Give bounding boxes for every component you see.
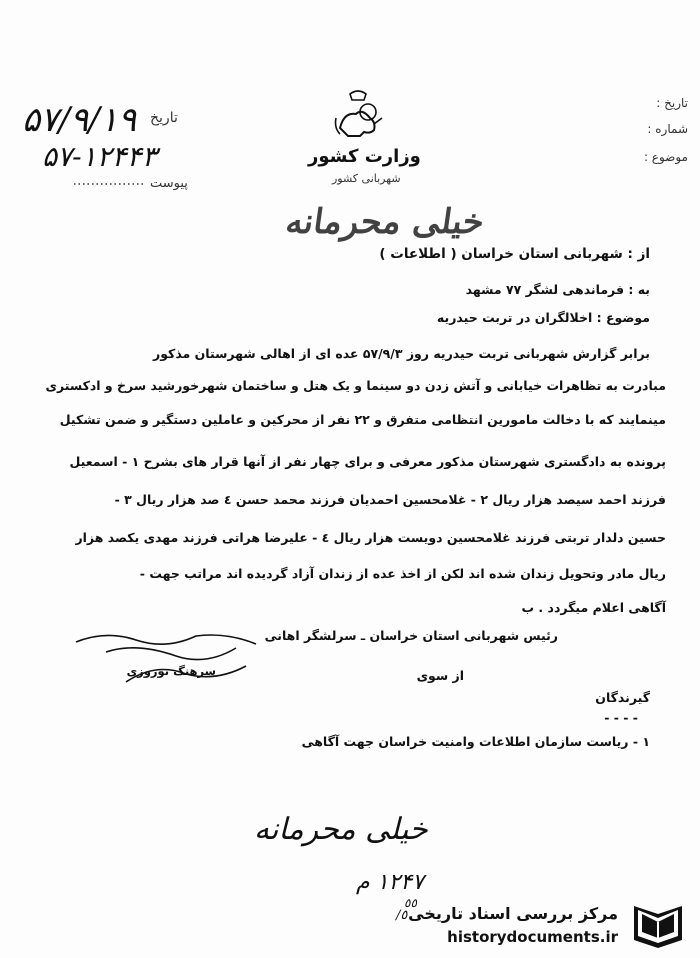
attachment-label: پیوست [150,176,188,191]
municipality-title: شهربانی کشور [332,172,401,185]
book-logo-icon [628,896,688,952]
attachment-dotted-line [74,182,146,186]
body-line: حسین دلدار تربتی فرزند غلامحسین دویست هزار ریال ٤ - علیرضا هراتی فرزند مهدی یکصد هزار [75,530,666,545]
signature-title: رئیس شهربانی استان خراسان ـ سرلشگر اهانی [264,628,558,643]
date-label: تاریخ : [656,96,688,110]
body-line: مینمایند که با دخالت مامورین انتظامی متفرق و ۲۲ نفر از محرکین و عاملین دستگیر و ضمن تشکیل [59,412,666,427]
subject-line: موضوع : اخلالگران در تربت حیدریه [436,310,650,325]
to-line: به : فرماندهی لشگر ۷۷ مشهد [465,282,650,297]
signature-on-behalf: از سوی [416,668,464,683]
recipient-item: ۱ - ریاست سازمان اطلاعات وامنیت خراسان جهت آگاهی [301,734,650,749]
body-line: مبادرت به تظاهرات خیابانی و آتش زدن دو سینما و یک هتل و ساختمان شهرخورشید سرخ و ادکستری [45,378,666,393]
body-line: فرزند احمد سیصد هزار ریال ۲ - غلامحسین احمدیان فرزند محمد حسن ٤ صد هزار ریال ۳ - [114,492,666,507]
bottom-fraction-top: ٥٥ [404,896,417,910]
body-line: ریال مادر وتحویل زندان شده اند لکن از اخذ عده از زندان آزاد گردیده اند مراتب جهت - [139,566,666,581]
classification-stamp-top: خیلی محرمانه [283,202,487,242]
logo-url: historydocuments.ir [447,928,618,946]
body-line: پرونده به دادگستری شهرستان مذکور معرفی و برای چهار نفر از آنها قرار های بشرح ۱ - اسمعیل [69,454,666,469]
number-handwritten: ۵۷-۱۲۴۴۳ [42,140,157,173]
date-label-left: تاریخ [150,110,178,126]
recipients-marks: - - - - [604,710,638,725]
date-handwritten: ۵۷/۹/۱۹ [22,100,137,140]
signature-signer: سرهنگ نوروزی [126,664,216,678]
handwritten-signature [66,622,266,692]
ministry-title: وزارت کشور [308,146,421,167]
logo-name: مرکز بررسی اسناد تاریخی [408,904,618,923]
number-label: شماره : [647,122,688,136]
body-line: آگاهی اعلام میگردد . ب [521,600,666,615]
recipients-label: گیرندگان [595,690,650,705]
body-line: برابر گزارش شهربانی تربت حیدریه روز ۵۷/۹/۳ عده ای از اهالی شهرستان مذکور [153,346,650,361]
classification-bottom: خیلی محرمانه [254,812,428,847]
bottom-fraction-bottom: ٥/ [396,908,408,923]
subject-label: موضوع : [643,150,688,164]
from-line: از : شهربانی استان خراسان ( اطلاعات ) [379,246,650,262]
bottom-handwritten-number: ۱۲۴۷ م [356,870,424,895]
lion-and-sun-emblem-icon [330,88,386,142]
